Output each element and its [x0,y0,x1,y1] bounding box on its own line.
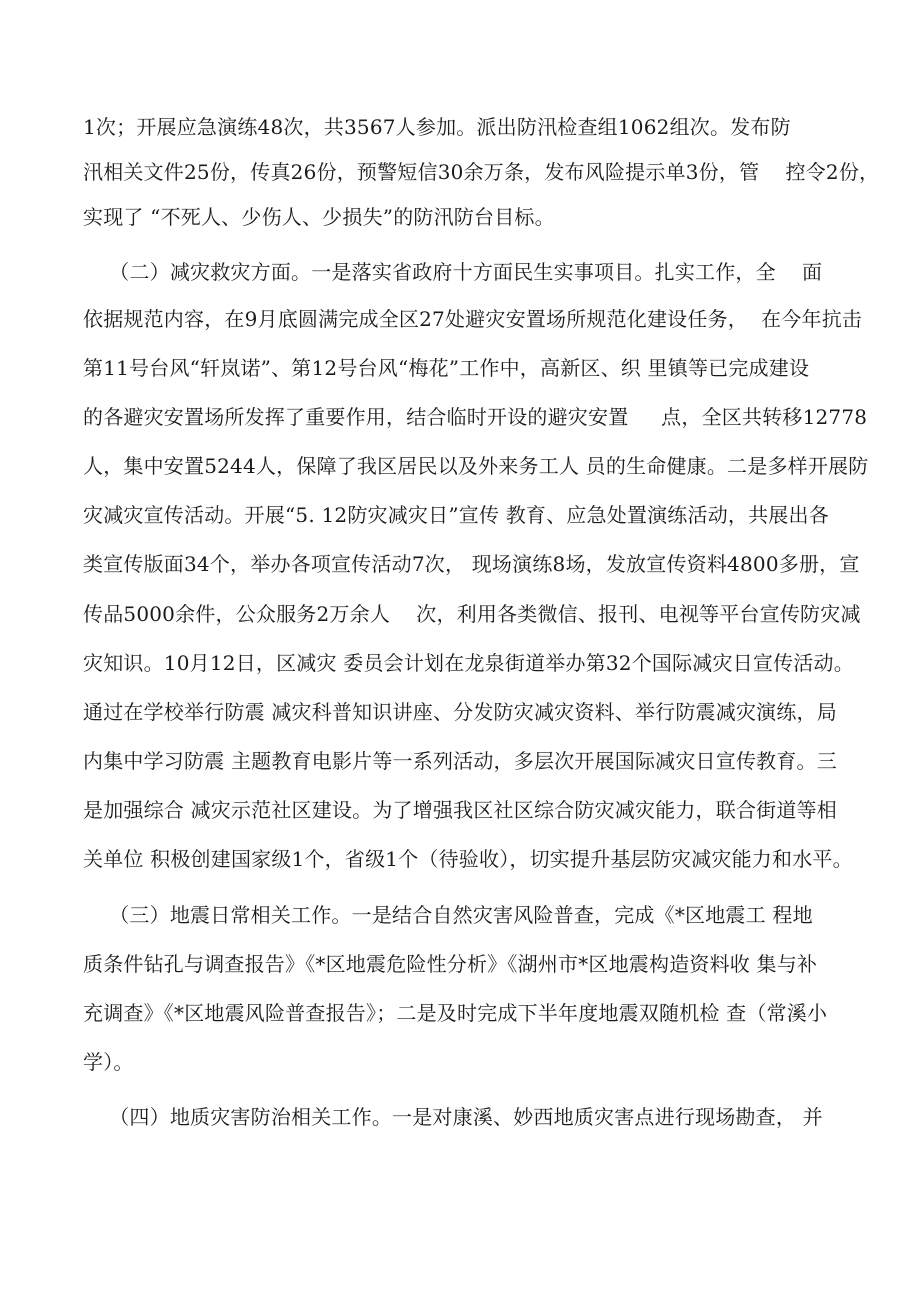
text-line: 第11号台风“轩岚诺”、第12号台风“梅花”工作中，高新区、织 里镇等已完成建设 [83,356,810,380]
text-line: （二）减灾救灾方面。一是落实省政府十方面民生实事项目。扎实工作，全 面 [83,260,823,284]
text-line: 通过在学校举行防震 减灾科普知识讲座、分发防灾减灾资料、举行防震减灾演练，局 [83,700,837,724]
text-line: （三）地震日常相关工作。一是结合自然灾害风险普查，完成《*区地震工 程地 [83,903,813,927]
text-line: 内集中学习防震 主题教育电影片等一系列活动，多层次开展国际减灾日宣传教育。三 [83,749,837,773]
text-line: 实现了 “不死人、少伤人、少损失”的防汛防台目标。 [83,205,555,229]
text-line: 1次；开展应急演练48次，共3567人参加。派出防汛检查组1062组次。发布防 [83,115,791,139]
text-line: 类宣传版面34个，举办各项宣传活动7次， 现场演练8场，发放宣传资料4800多册，宣 [83,552,860,576]
text-line: 的各避灾安置场所发挥了重要作用，结合临时开设的避灾安置 点，全区共转移12778 [83,405,868,429]
text-line: 灾减灾宣传活动。开展“5. 12防灾减灾日”宣传 教育、应急处置演练活动，共展出各 [83,503,829,527]
text-line: 质条件钻孔与调查报告》《*区地震危险性分析》《湖州市*区地震构造资料收 集与补 [83,952,818,976]
text-line: 充调查》《*区地震风险普查报告》；二是及时完成下半年度地震双随机检 查（常溪小 [83,1001,828,1025]
text-line: （四）地质灾害防治相关工作。一是对康溪、妙西地质灾害点进行现场勘查， 并 [83,1105,823,1129]
text-line: 学）。 [83,1050,134,1074]
text-line: 依据规范内容，在9月底圆满完成全区27处避灾安置场所规范化建设任务， 在今年抗击 [83,307,863,331]
text-line: 关单位 积极创建国家级1个，省级1个（待验收），切实提升基层防灾减灾能力和水平。 [83,847,853,871]
text-line: 汛相关文件25份，传真26份，预警短信30余万条，发布风险提示单3份，管 控令2份， [83,160,880,184]
text-line: 传品5000余件，公众服务2万余人 次，利用各类微信、报刊、电视等平台宣传防灾减 [83,602,861,626]
text-line: 是加强综合 减灾示范社区建设。为了增强我区社区综合防灾减灾能力，联合街道等相 [83,798,837,822]
text-line: 人，集中安置5244人，保障了我区居民以及外来务工人 员的生命健康。二是多样开展防 [83,454,869,478]
text-line: 灾知识。10月12日，区减灾 委员会计划在龙泉街道举办第32个国际减灾日宣传活动。 [83,651,854,675]
